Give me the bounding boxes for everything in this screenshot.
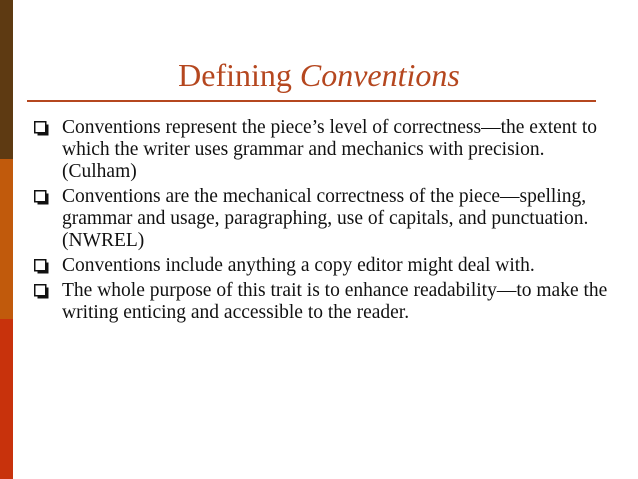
square-bullet-icon (34, 259, 49, 274)
slide-title-plain: Defining (178, 57, 300, 93)
bullet-item (34, 280, 609, 324)
title-divider (27, 100, 596, 102)
square-bullet-icon (34, 121, 49, 136)
bullet-text: Conventions include anything a copy editor might deal with. (62, 255, 535, 276)
bullet-list (34, 117, 609, 327)
bullet-text: Conventions represent the piece’s level of correctness—the extent to which the writer uses grammar and mechanics with precision. (Culham) (62, 117, 597, 182)
bullet-text: Conventions are the mechanical correctness of the piece—spelling, grammar and usage, paragraphing, use of capitals, and punctuation. (NWREL) (62, 186, 589, 251)
bullet-item (34, 186, 609, 252)
slide-title-emphasis: Conventions (299, 57, 460, 93)
square-bullet-icon (34, 284, 49, 299)
accent-bar-segment-bottom (0, 319, 13, 479)
slide-title (0, 55, 638, 95)
bullet-item (34, 117, 609, 183)
bullet-item (34, 255, 609, 277)
accent-bar-segment-middle (0, 159, 13, 319)
bullet-text: The whole purpose of this trait is to enhance readability—to make the writing enticing and accessible to the reader. (62, 280, 608, 323)
square-bullet-icon (34, 190, 49, 205)
